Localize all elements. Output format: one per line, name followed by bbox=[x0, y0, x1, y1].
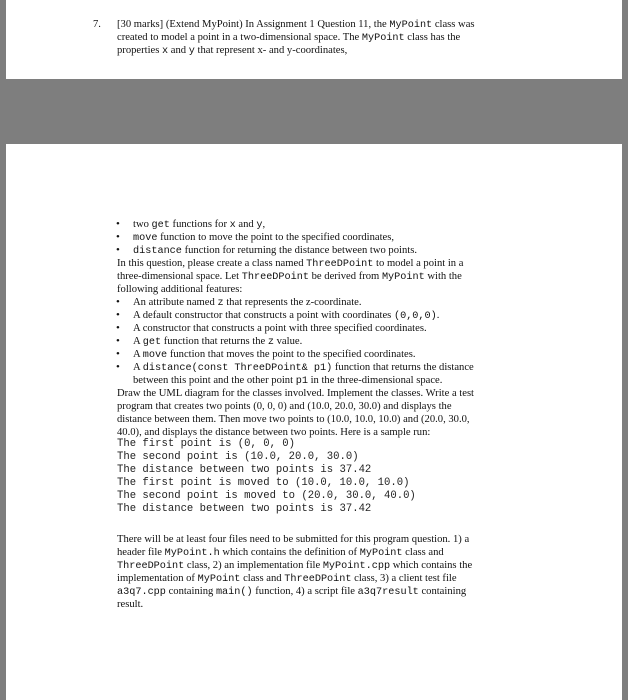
question-line-2: created to model a point in a two-dimensional space. The MyPoint class has the bbox=[117, 32, 461, 44]
submission-line-5: a3q7.cpp containing main() function, 4) a script file a3q7result containing bbox=[117, 586, 467, 598]
instructions-line-3: distance between them. Then move two points to (10.0, 10.0, 10.0) and (20.0, 30.0, bbox=[117, 414, 470, 425]
bullet-move-function: move function to move the point to the specified coordinates, bbox=[133, 232, 395, 244]
instructions-line-2: program that creates two points (0, 0, 0) and (10.0, 20.0, 30.0) and displays the bbox=[117, 401, 452, 412]
intro-line-3: following additional features: bbox=[117, 284, 243, 295]
sample-run-line: The first point is moved to (10.0, 10.0, 10.0) bbox=[117, 477, 410, 489]
bullet-icon: • bbox=[116, 231, 120, 243]
bullet-icon: • bbox=[116, 361, 120, 373]
question-line-3: properties x and y that represent x- and y-coordinates, bbox=[117, 45, 348, 57]
submission-line-4: implementation of MyPoint class and ThreeDPoint class, 3) a client test file bbox=[117, 573, 457, 585]
submission-line-1: There will be at least four files need to be submitted for this program question. 1) a bbox=[117, 534, 470, 545]
feature-get-z: A get function that returns the z value. bbox=[133, 336, 303, 348]
question-line-1: [30 marks] (Extend MyPoint) In Assignment 1 Question 11, the MyPoint class was bbox=[117, 19, 475, 31]
bullet-icon: • bbox=[116, 322, 120, 334]
sample-run-line: The distance between two points is 37.42 bbox=[117, 503, 372, 515]
feature-constructor: A constructor that constructs a point with three specified coordinates. bbox=[133, 323, 427, 334]
sample-run-line: The second point is (10.0, 20.0, 30.0) bbox=[117, 451, 359, 463]
instructions-line-1: Draw the UML diagram for the classes involved. Implement the classes. Write a test bbox=[117, 388, 475, 399]
bullet-icon: • bbox=[116, 309, 120, 321]
feature-move: A move function that moves the point to the specified coordinates. bbox=[133, 349, 416, 361]
sample-run-line: The distance between two points is 37.42 bbox=[117, 464, 372, 476]
bullet-distance-function: distance function for returning the distance between two points. bbox=[133, 245, 417, 257]
sample-run-line: The first point is (0, 0, 0) bbox=[117, 438, 296, 450]
feature-distance-cont: between this point and the other point p1 in the three-dimensional space. bbox=[133, 375, 443, 387]
bullet-icon: • bbox=[116, 244, 120, 256]
bullet-icon: • bbox=[116, 348, 120, 360]
submission-line-3: ThreeDPoint class, 2) an implementation file MyPoint.cpp which contains the bbox=[117, 560, 473, 572]
document-page-bottom bbox=[6, 144, 622, 700]
bullet-icon: • bbox=[116, 296, 120, 308]
bullet-get-functions: two get functions for x and y, bbox=[133, 219, 266, 231]
instructions-line-4: 40.0), and displays the distance between two points. Here is a sample run: bbox=[117, 427, 431, 438]
feature-z-attribute: An attribute named z that represents the z-coordinate. bbox=[133, 297, 362, 309]
question-number: 7. bbox=[93, 19, 101, 30]
sample-run-line: The second point is moved to (20.0, 30.0, 40.0) bbox=[117, 490, 416, 502]
feature-distance: A distance(const ThreeDPoint& p1) function that returns the distance bbox=[133, 362, 474, 374]
submission-line-6: result. bbox=[117, 599, 144, 610]
intro-line-1: In this question, please create a class named ThreeDPoint to model a point in a bbox=[117, 258, 464, 270]
bullet-icon: • bbox=[116, 335, 120, 347]
submission-line-2: header file MyPoint.h which contains the definition of MyPoint class and bbox=[117, 547, 444, 559]
bullet-icon: • bbox=[116, 218, 120, 230]
document-page-top bbox=[6, 0, 622, 79]
feature-default-constructor: A default constructor that constructs a point with coordinates (0,0,0). bbox=[133, 310, 440, 322]
intro-line-2: three-dimensional space. Let ThreeDPoint be derived from MyPoint with the bbox=[117, 271, 462, 283]
